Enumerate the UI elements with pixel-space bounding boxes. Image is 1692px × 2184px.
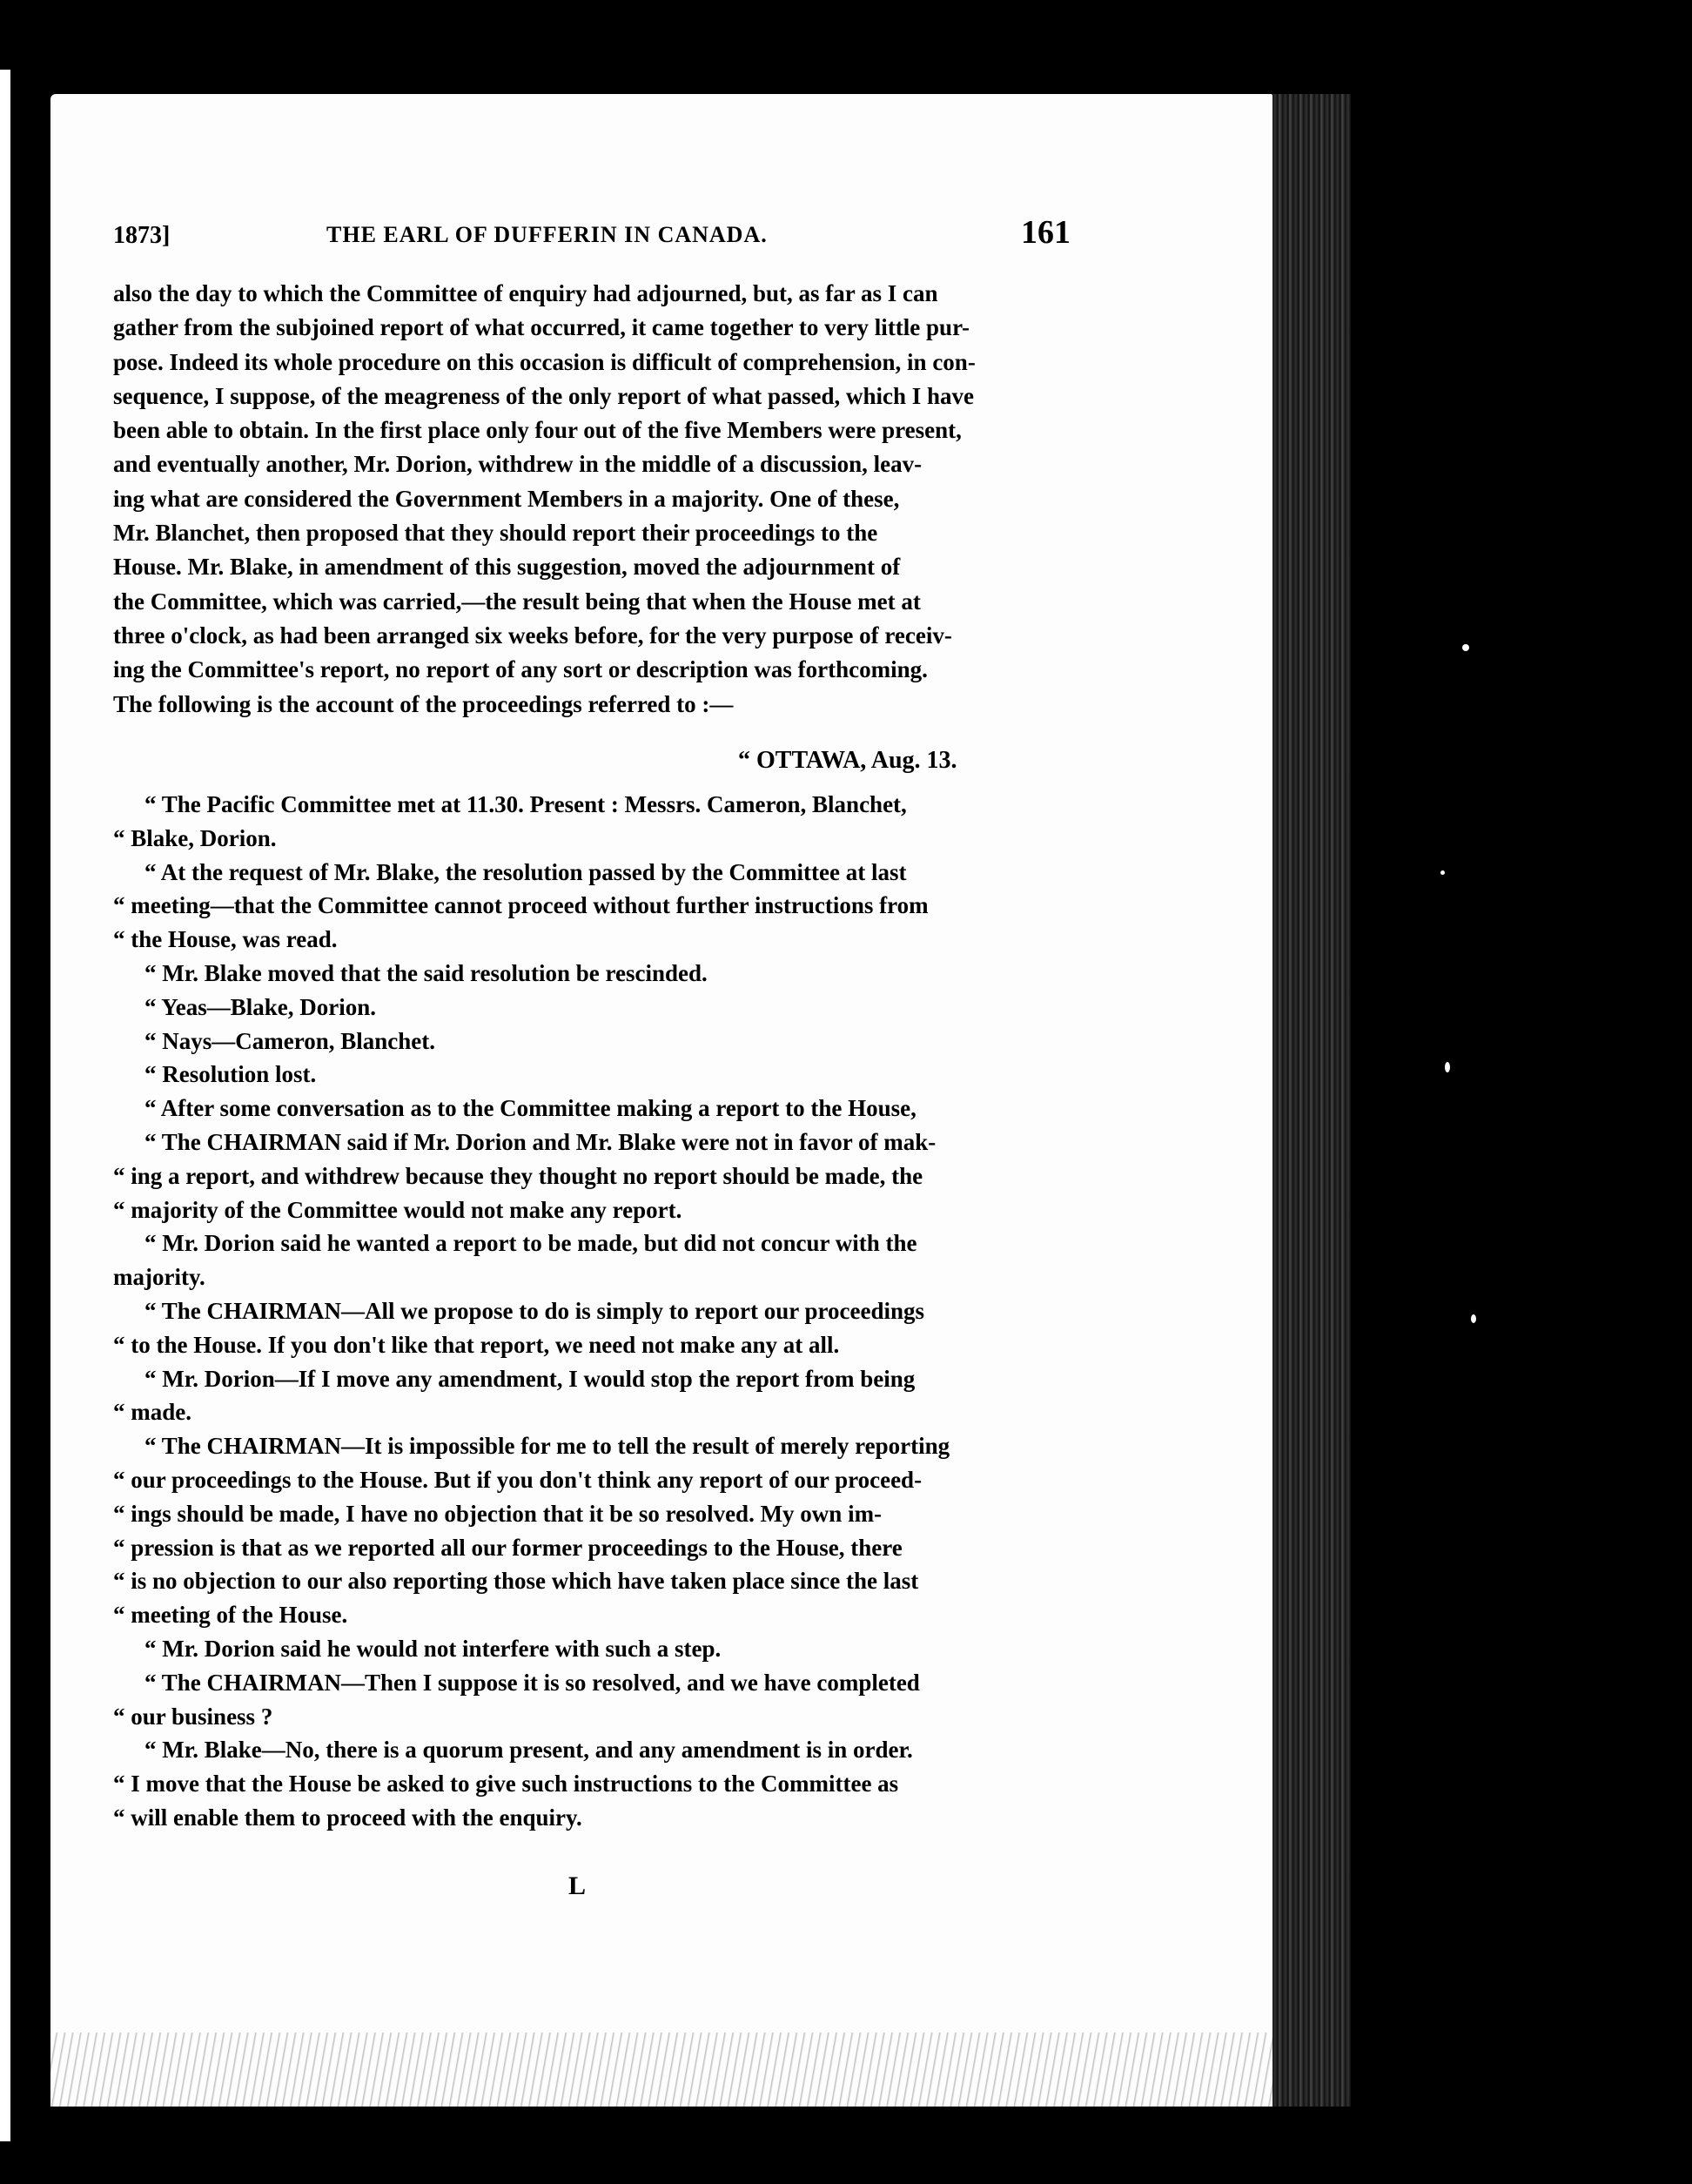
minutes-line: “ meeting of the House. xyxy=(113,1602,348,1629)
text-line: ing what are considered the Government Members in a majority. One of these, xyxy=(113,485,900,512)
minutes-line: “ I move that the House be asked to give such instructions to the Committee as xyxy=(113,1771,899,1798)
page-number: 161 xyxy=(1021,214,1071,251)
text-line: also the day to which the Committee of enquiry had adjourned, but, as far as I can xyxy=(113,280,938,306)
header-title: THE EARL OF DUFFERIN IN CANADA. xyxy=(326,222,768,247)
minutes-line: “ The CHAIRMAN—It is impossible for me to tell the result of merely reporting xyxy=(144,1433,950,1460)
minutes-line: “ ings should be made, I have no objection that it be so resolved. My own im- xyxy=(113,1500,883,1527)
text-line: The following is the account of the proceedings referred to :— xyxy=(113,690,734,717)
minutes-line: “ is no objection to our also reporting those which have taken place since the last xyxy=(113,1568,919,1595)
scan-margin-left xyxy=(0,70,10,2141)
minutes-line: “ the House, was read. xyxy=(113,926,338,953)
scan-speck xyxy=(1445,1062,1450,1072)
minutes-line: “ Resolution lost. xyxy=(144,1061,317,1088)
text-line: House. Mr. Blake, in amendment of this suggestion, moved the adjournment of xyxy=(113,554,901,581)
minutes-line: “ Mr. Dorion—If I move any amendment, I would stop the report from being xyxy=(144,1365,916,1392)
text-line: been able to obtain. In the first place only four out of the five Members were present, xyxy=(113,417,962,444)
signature-mark: L xyxy=(568,1872,587,1900)
minutes-line: “ The CHAIRMAN said if Mr. Dorion and Mr. Blake were not in favor of mak- xyxy=(144,1128,937,1155)
minutes-line: “ meeting—that the Committee cannot proceed without further instructions from xyxy=(113,892,929,919)
text-line: and eventually another, Mr. Dorion, withdrew in the middle of a discussion, leav- xyxy=(113,451,923,478)
minutes-line: “ our business ? xyxy=(113,1703,273,1730)
dateline: “ OTTAWA, Aug. 13. xyxy=(738,747,957,774)
minutes-line: “ will enable them to proceed with the enquiry. xyxy=(113,1804,582,1831)
header-year: 1873] xyxy=(113,222,171,249)
minutes-line: “ majority of the Committee would not make any report. xyxy=(113,1196,682,1223)
running-head xyxy=(113,213,1071,257)
minutes-line: “ Mr. Blake moved that the said resolution be rescinded. xyxy=(144,959,708,986)
minutes-line: “ made. xyxy=(113,1399,191,1426)
text-line: Mr. Blanchet, then proposed that they should report their proceedings to the xyxy=(113,520,878,547)
minutes-line: “ ing a report, and withdrew because they thought no report should be made, the xyxy=(113,1162,923,1189)
minutes-line: “ pression is that as we reported all our former proceedings to the House, there xyxy=(113,1534,903,1561)
minutes-line: majority. xyxy=(113,1264,205,1291)
scan-speck xyxy=(1471,1314,1476,1323)
minutes-line: “ After some conversation as to the Committee making a report to the House, xyxy=(144,1095,916,1122)
minutes-line: “ Mr. Blake—No, there is a quorum present, and any amendment is in order. xyxy=(144,1737,913,1764)
scan-speck xyxy=(1462,644,1469,651)
text-line: three o'clock, as had been arranged six weeks before, for the very purpose of receiv- xyxy=(113,622,952,648)
minutes-line: “ Blake, Dorion. xyxy=(113,824,277,851)
minutes-line: “ The Pacific Committee met at 11.30. Present : Messrs. Cameron, Blanchet, xyxy=(144,791,907,817)
minutes-line: “ The CHAIRMAN—All we propose to do is simply to report our proceedings xyxy=(144,1297,925,1324)
minutes-line: “ Yeas—Blake, Dorion. xyxy=(144,993,377,1020)
minutes-line: “ Mr. Dorion said he would not interfere with such a step. xyxy=(144,1635,722,1662)
text-line: sequence, I suppose, of the meagreness of the only report of what passed, which I have xyxy=(113,382,975,409)
minutes-line: “ At the request of Mr. Blake, the resolution passed by the Committee at last xyxy=(144,858,907,885)
minutes-line: “ Nays—Cameron, Blanchet. xyxy=(144,1027,435,1054)
minutes-line: “ The CHAIRMAN—Then I suppose it is so resolved, and we have completed xyxy=(144,1669,920,1696)
committee-minutes xyxy=(113,788,1062,1835)
text-line: the Committee, which was carried,—the result being that when the House met at xyxy=(113,588,921,615)
minutes-line: “ our proceedings to the House. But if you don't think any report of our proceed- xyxy=(113,1466,923,1493)
scan-noise xyxy=(50,2033,1272,2128)
page-edge-shadow xyxy=(1272,94,1351,2107)
minutes-line: “ to the House. If you don't like that report, we need not make any at all. xyxy=(113,1331,840,1358)
intro-paragraph xyxy=(113,277,1062,722)
minutes-line: “ Mr. Dorion said he wanted a report to be made, but did not concur with the xyxy=(144,1230,917,1257)
text-line: ing the Committee's report, no report of any sort or description was forthcoming. xyxy=(113,656,928,683)
scan-speck xyxy=(1440,870,1445,875)
text-line: pose. Indeed its whole procedure on this occasion is difficult of comprehension, in con- xyxy=(113,348,976,375)
text-line: gather from the subjoined report of what occurred, it came together to very little pur- xyxy=(113,314,970,341)
